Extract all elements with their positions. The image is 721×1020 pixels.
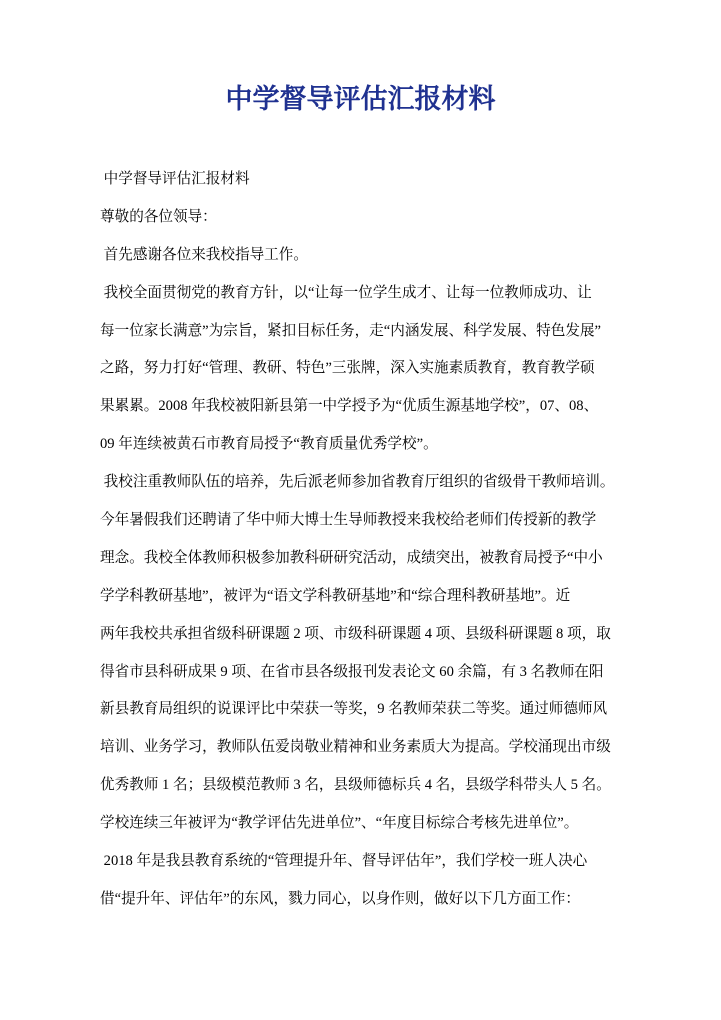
text-line: 每一位家长满意”为宗旨，紧扣目标任务，走“内涵发展、科学发展、特色发展” <box>100 322 602 339</box>
text-line: 中学督导评估汇报材料 <box>100 171 250 187</box>
text-line: 首先感谢各位来我校指导工作。 <box>100 246 308 263</box>
text-line: 学学科教研基地”，被评为“语文学科教研基地”和“综合理科教研基地”。近 <box>100 587 571 604</box>
text-line: 09 年连续被黄石市教育局授予“教育质量优秀学校”。 <box>100 436 438 453</box>
text-line: 学校连续三年被评为“教学评估先进单位”、“年度目标综合考核先进单位”。 <box>100 815 579 832</box>
document-body <box>100 161 660 919</box>
text-line: 我校全面贯彻党的教育方针，以“让每一位学生成才、让每一位教师成功、让 <box>100 284 592 301</box>
text-line: 尊敬的各位领导： <box>100 208 217 225</box>
text-line: 两年我校共承担省级科研课题 2 项、市级科研课题 4 项、县级科研课题 8 项，取 <box>100 625 611 642</box>
text-line: 借“提升年、评估年”的东风，戮力同心，以身作则，做好以下几方面工作： <box>100 890 580 907</box>
document-title: 中学督导评估汇报材料 <box>225 84 496 114</box>
text-line: 理念。我校全体教师积极参加教科研研究活动，成绩突出，被教育局授予“中小 <box>100 549 603 566</box>
text-line: 我校注重教师队伍的培养，先后派老师参加省教育厅组织的省级骨干教师培训。 <box>100 474 615 491</box>
text-line: 之路，努力打好“管理、教研、特色”三张牌，深入实施素质教育，教育教学硕 <box>100 360 595 377</box>
text-line: 2018 年是我县教育系统的“管理提升年、督导评估年”，我们学校一班人决心 <box>100 853 588 870</box>
text-line: 培训、业务学习，教师队伍爱岗敬业精神和业务素质大为提高。学校涌现出市级 <box>100 739 611 756</box>
text-line: 得省市县科研成果 9 项、在省市县各级报刊发表论文 60 余篇，有 3 名教师在阳 <box>100 663 604 680</box>
text-line: 果累累。2008 年我校被阳新县第一中学授予为“优质生源基地学校”，07、08、 <box>100 398 599 415</box>
text-line: 今年暑假我们还聘请了华中师大博士生导师教授来我校给老师们传授新的教学 <box>100 512 597 529</box>
text-line: 新县教育局组织的说课评比中荣获一等奖，9 名教师荣获二等奖。通过师德师风 <box>100 701 608 718</box>
text-line: 优秀教师 1 名；县级模范教师 3 名，县级师德标兵 4 名，县级学科带头人 5 名。 <box>100 777 611 794</box>
